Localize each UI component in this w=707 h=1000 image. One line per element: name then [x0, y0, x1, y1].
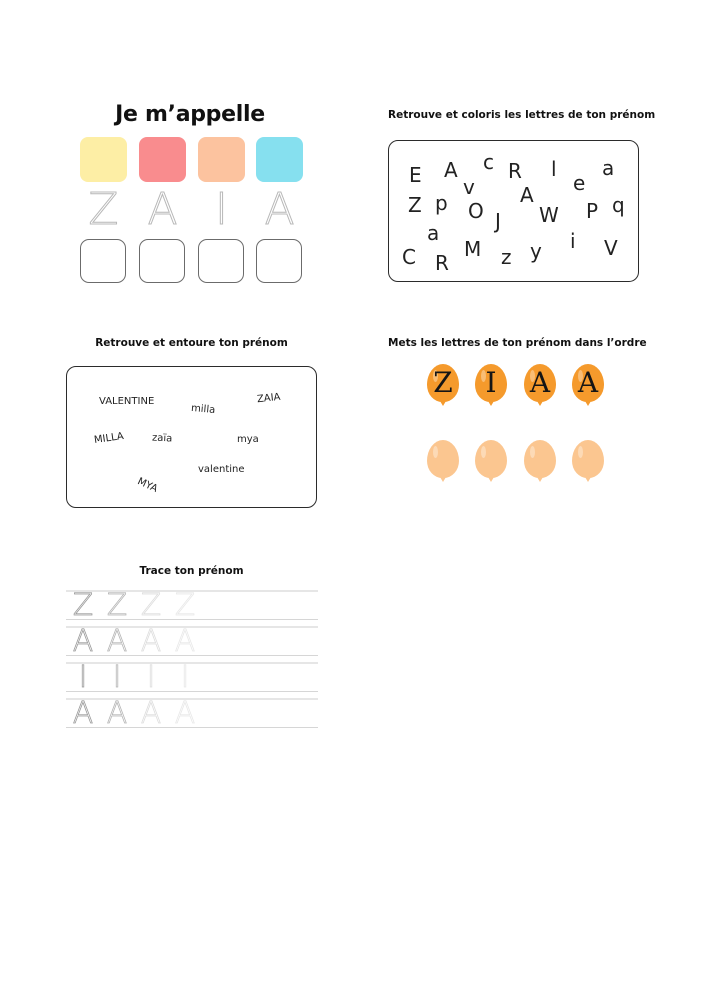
color-square-3 [198, 137, 245, 182]
write-box-1 [80, 239, 126, 283]
color-square-4 [256, 137, 303, 182]
color-square-2 [139, 137, 186, 182]
balloon-letter-1 [427, 364, 459, 404]
grid-letter: C [402, 245, 416, 269]
trace-letter: A [72, 696, 94, 731]
word-item: MILLA [93, 430, 125, 447]
grid-letter: z [501, 245, 512, 269]
grid-letter: W [539, 203, 559, 227]
grid-letter: l [551, 157, 557, 181]
dotted-letter-1: Z [88, 184, 119, 235]
section-title-find-letters: Retrouve et coloris les lettres de ton prénom [388, 109, 656, 121]
trace-letter: A [174, 624, 196, 659]
word-item: VALENTINE [99, 396, 155, 407]
grid-letter: e [573, 171, 586, 195]
word-item: zaïa [151, 432, 173, 445]
dotted-letter-3: I [215, 184, 228, 235]
grid-letter: R [435, 251, 449, 275]
grid-letter: E [409, 163, 422, 187]
balloon-letter-2 [475, 364, 507, 404]
word-panel [66, 366, 317, 508]
balloon-letter-3 [524, 364, 556, 404]
balloon-empty-3 [524, 440, 556, 480]
trace-letter: A [106, 624, 128, 659]
grid-letter: A [520, 183, 534, 207]
trace-letter: Z [106, 588, 128, 623]
section-title-order-letters: Mets les lettres de ton prénom dans l’ordre [388, 337, 647, 349]
grid-letter: a [427, 221, 440, 245]
trace-letter: I [146, 660, 156, 695]
grid-letter: Z [408, 193, 422, 217]
grid-letter: i [570, 229, 576, 253]
trace-letter: A [72, 624, 94, 659]
balloon-letter-4 [572, 364, 604, 404]
balloon-letter-text: I [485, 366, 497, 399]
trace-letter: I [180, 660, 190, 695]
balloon-empty-2 [475, 440, 507, 480]
balloon-letter-text: A [529, 366, 551, 399]
grid-letter: A [444, 158, 458, 182]
dotted-letter-2: A [147, 184, 178, 235]
grid-letter: c [483, 150, 494, 174]
grid-letter: p [435, 191, 448, 215]
balloon-letter-text: Z [433, 366, 453, 399]
letter-grid-panel [388, 140, 639, 282]
dotted-letter-4: A [264, 184, 295, 235]
word-item: milla [190, 402, 216, 417]
word-item: mya [237, 434, 259, 445]
balloon-letter-text: A [577, 366, 599, 399]
color-square-1 [80, 137, 127, 182]
trace-letter: A [140, 624, 162, 659]
write-box-3 [198, 239, 244, 283]
trace-letter: Z [72, 588, 94, 623]
word-item: valentine [198, 464, 245, 475]
balloon-empty-4 [572, 440, 604, 480]
balloon-empty-1 [427, 440, 459, 480]
grid-letter: q [612, 193, 625, 217]
grid-letter: P [586, 199, 599, 223]
trace-letter: A [140, 696, 162, 731]
grid-letter: J [495, 209, 501, 233]
trace-letter: I [112, 660, 122, 695]
trace-letter: Z [140, 588, 162, 623]
section-title-circle-name: Retrouve et entoure ton prénom [95, 337, 288, 349]
trace-letter: Z [174, 588, 196, 623]
grid-letter: a [602, 156, 615, 180]
grid-letter: V [604, 236, 618, 260]
page-title: Je m’appelle [115, 102, 265, 127]
write-box-2 [139, 239, 185, 283]
trace-letter: I [78, 660, 88, 695]
trace-letter: A [174, 696, 196, 731]
grid-letter: y [530, 239, 542, 263]
grid-letter: v [463, 175, 475, 199]
trace-letter: A [106, 696, 128, 731]
grid-letter: R [508, 159, 522, 183]
section-title-trace-name: Trace ton prénom [139, 565, 244, 577]
word-item: ZAIA [256, 391, 281, 406]
grid-letter: O [468, 199, 484, 223]
write-box-4 [256, 239, 302, 283]
word-item: MYA [135, 476, 160, 495]
grid-letter: M [464, 237, 482, 261]
